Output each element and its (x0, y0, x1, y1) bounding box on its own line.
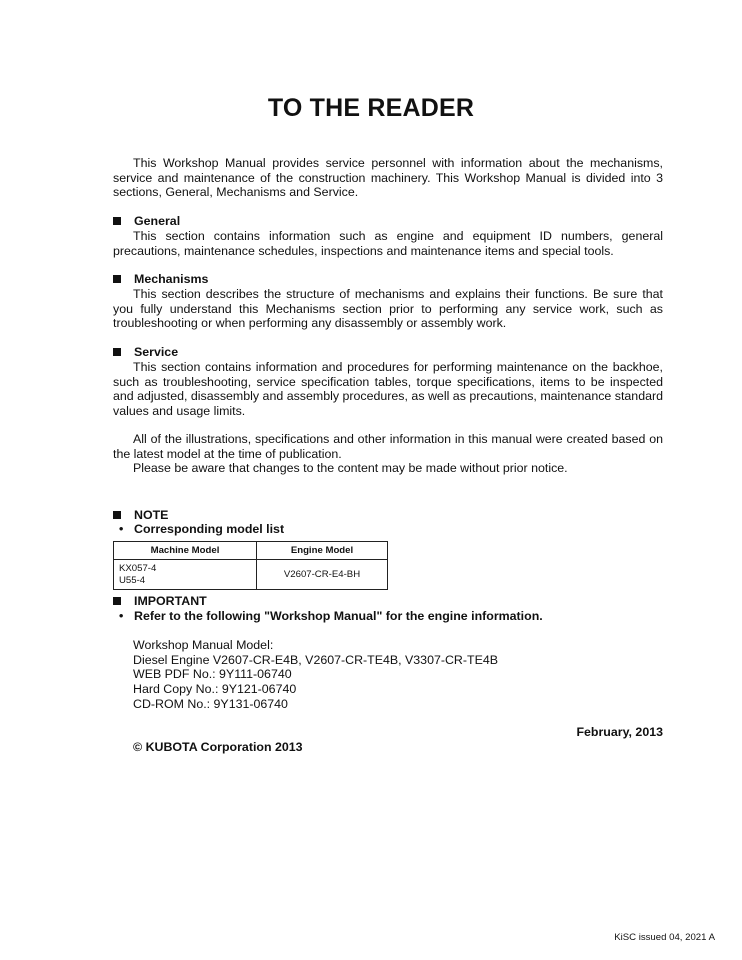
square-bullet-icon (113, 511, 121, 519)
section-body-service: This section contains information and procedures for performing maintenance on the backhoe, such as troubleshooting, service specification tables, torque specifications, items to be inspected and adjusted, disassembly and assembly procedures, as well as precautions, maintenance standard values and usage limits. (113, 360, 663, 419)
bullet-dot-icon: • (119, 609, 124, 623)
table-header-engine-model: Engine Model (257, 542, 388, 560)
engine-manual-info (133, 638, 498, 712)
publication-date: February, 2013 (576, 725, 663, 739)
manual-model-label: Workshop Manual Model: (133, 638, 274, 652)
important-bullet: • Refer to the following "Workshop Manual" for the engine information. (119, 609, 543, 623)
square-bullet-icon (113, 275, 121, 283)
issue-footer: KiSC issued 04, 2021 A (614, 932, 715, 943)
section-heading-service: Service (113, 345, 178, 360)
note-heading: NOTE (113, 508, 168, 523)
copyright-notice: © KUBOTA Corporation 2013 (133, 740, 303, 754)
table-header-machine-model: Machine Model (114, 542, 257, 560)
model-list-table (113, 541, 388, 590)
note-bullet: • Corresponding model list (119, 522, 285, 536)
section-heading-mechanisms: Mechanisms (113, 272, 208, 287)
machine-model-cell: KX057-4 U55-4 (114, 560, 257, 590)
web-pdf-number: WEB PDF No.: 9Y111-06740 (133, 667, 292, 682)
intro-paragraph: This Workshop Manual provides service personnel with information about the mechanisms, service and maintenance of the construction machinery. This Workshop Manual is divided into 3 sections, General, Mechanisms and Service. (113, 156, 663, 200)
square-bullet-icon (113, 217, 121, 225)
engine-model-cell: V2607-CR-E4-BH (257, 560, 388, 590)
page-title: TO THE READER (267, 94, 475, 122)
closing-paragraph: All of the illustrations, specifications and other information in this manual were created based on the latest model at the time of publication. (113, 432, 663, 461)
notice-paragraph: Please be aware that changes to the content may be made without prior notice. (133, 461, 568, 475)
table-row (114, 560, 388, 590)
section-heading-general: General (113, 214, 180, 229)
square-bullet-icon (113, 597, 121, 605)
diesel-engine-models: Diesel Engine V2607-CR-E4B, V2607-CR-TE4B, V3307-CR-TE4B (133, 652, 498, 667)
important-heading: IMPORTANT (113, 594, 207, 609)
cd-rom-number: CD-ROM No.: 9Y131-06740 (133, 696, 288, 711)
bullet-dot-icon: • (119, 522, 124, 536)
hard-copy-number: Hard Copy No.: 9Y121-06740 (133, 682, 297, 697)
table-header-row (114, 542, 388, 560)
section-body-mechanisms: This section describes the structure of mechanisms and explains their functions. Be sure that you fully understand this Mechanisms section prior to performing any service work, such as troubleshooting or when performing any disassembly or assembly work. (113, 287, 663, 331)
square-bullet-icon (113, 348, 121, 356)
section-body-general: This section contains information such as engine and equipment ID numbers, general precautions, maintenance schedules, inspections and maintenance items and special tools. (113, 229, 663, 258)
